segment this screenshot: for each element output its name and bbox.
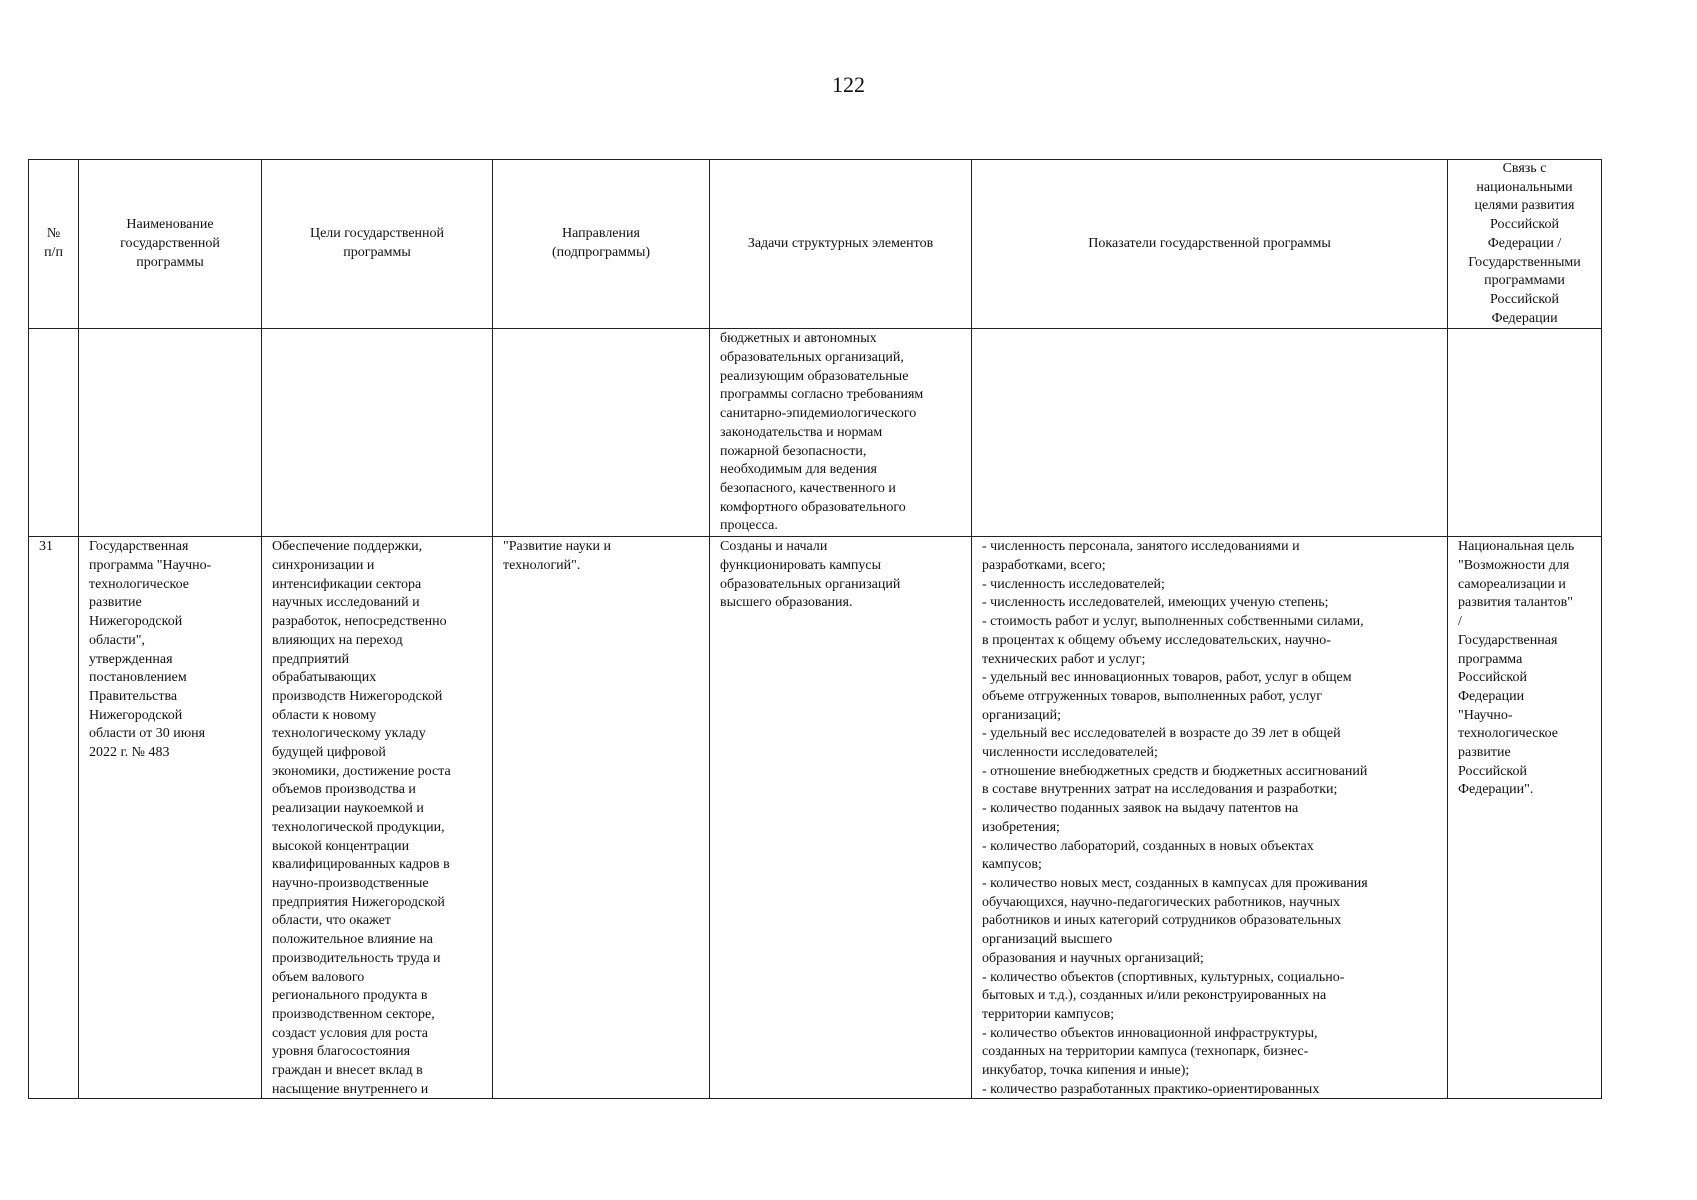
cell-tasks: Созданы и начали функционировать кампусы образовательных организаций высшего образования. (710, 537, 972, 1099)
header-program-name: Наименование государственной программы (79, 160, 262, 329)
cell-program-name (79, 329, 262, 537)
cell-directions: "Развитие науки и технологий". (493, 537, 710, 1099)
header-program-goals: Цели государственной программы (262, 160, 493, 329)
page-number: 122 (832, 72, 865, 97)
cell-number (29, 329, 79, 537)
cell-program-goals: Обеспечение поддержки, синхронизации и интенсификации сектора научных исследований и разработок, непосредственно влияющих на переход предприятий обрабатывающих производств Нижегородской области к новому технологическому укладу будущей цифровой экономики, достижение роста объемов производства и реализации наукоемкой и технологической продукции, высокой концентрации квалифицированных кадров в научно-производственные предприятия Нижегородской области, что окажет положительное влияние на производительность труда и объем валового регионального продукта в производственном секторе, создаст условия для роста уровня благосостояния граждан и внесет вклад в насыщение внутреннего и (262, 537, 493, 1099)
header-number: № п/п (29, 160, 79, 329)
cell-number: 31 (29, 537, 79, 1099)
header-tasks: Задачи структурных элементов (710, 160, 972, 329)
header-directions: Направления (подпрограммы) (493, 160, 710, 329)
table-row-continuation (29, 329, 1602, 537)
cell-program-name: Государственная программа "Научно- технологическое развитие Нижегородской области", утвержденная постановлением Правительства Нижегородской области от 30 июня 2022 г. № 483 (79, 537, 262, 1099)
cell-indicators (972, 329, 1448, 537)
table-row-31 (29, 537, 1602, 1099)
cell-tasks: бюджетных и автономных образовательных организаций, реализующим образовательные программы согласно требованиям санитарно-эпидемиологического законодательства и нормам пожарной безопасности, необходимым для ведения безопасного, качественного и комфортного образовательного процесса. (710, 329, 972, 537)
cell-indicators: - численность персонала, занятого исследованиями и разработками, всего; - численность исследователей; - численность исследователей, имеющих ученую степень; - стоимость работ и услуг, выполненных собственными силами, в процентах к общему объему исследовательских, научно- технических работ и услуг; - удельный вес инновационных товаров, работ, услуг в общем объеме отгруженных товаров, выполненных работ, услуг организаций; - удельный вес исследователей в возрасте до 39 лет в общей численности исследователей; - отношение внебюджетных средств и бюджетных ассигнований в составе внутренних затрат на исследования и разработки; - количество поданных заявок на выдачу патентов на изобретения; - количество лабораторий, созданных в новых объектах кампусов; - количество новых мест, созданных в кампусах для проживания обучающихся, научно-педагогических работников, научных работников и иных категорий сотрудников образовательных организаций высшего образования и научных организаций; - количество объектов (спортивных, культурных, социально- бытовых и т.д.), созданных и/или реконструированных на территории кампусов; - количество объектов инновационной инфраструктуры, созданных на территории кампуса (технопарк, бизнес- инкубатор, точка кипения и иные); - количество разработанных практико-ориентированных (972, 537, 1448, 1099)
cell-program-goals (262, 329, 493, 537)
header-indicators: Показатели государственной программы (972, 160, 1448, 329)
cell-national-goals-link (1448, 329, 1602, 537)
table-header-row (29, 160, 1602, 329)
cell-national-goals-link: Национальная цель "Возможности для самореализации и развития талантов" / Государственная программа Российской Федерации "Научно- технологическое развитие Российской Федерации". (1448, 537, 1602, 1099)
program-table (28, 159, 1602, 1099)
cell-directions (493, 329, 710, 537)
header-national-goals-link: Связь с национальными целями развития Российской Федерации / Государственными программами Российской Федерации (1448, 160, 1602, 329)
